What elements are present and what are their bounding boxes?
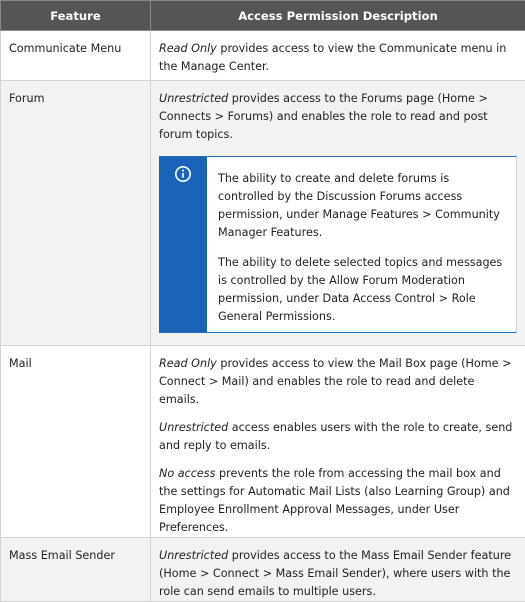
- note-paragraph: The ability to create and delete forums is controlled by the Discussion Forums access permission, under Manage Features > Community Manager Features.: [218, 170, 508, 242]
- description-text: provides access to view the Mail Box page (Home > Connect > Mail) and enables the role to read and delete emails.: [159, 357, 512, 406]
- info-note: [159, 156, 517, 333]
- table-row: [1, 31, 525, 81]
- access-level: Unrestricted: [159, 92, 228, 105]
- description-column-header: Access Permission Description: [151, 1, 525, 31]
- note-paragraph: The ability to delete selected topics and messages is controlled by the Allow Forum Moderation permission, under Data Access Control > Role General Permissions.: [218, 254, 508, 326]
- description-paragraph: [159, 355, 517, 409]
- description-paragraph: [159, 465, 517, 537]
- feature-cell: Mail: [1, 346, 151, 538]
- info-icon: [174, 165, 192, 183]
- feature-cell: Mass Email Sender: [1, 538, 151, 602]
- note-accent-bar: [159, 157, 207, 332]
- description-paragraph: [159, 40, 517, 76]
- description-paragraph: [159, 419, 517, 455]
- feature-cell: Forum: [1, 81, 151, 346]
- access-level: Unrestricted: [159, 421, 228, 434]
- access-level: Read Only: [159, 42, 217, 55]
- table-row: [1, 538, 525, 602]
- description-text: provides access to the Mass Email Sender feature (Home > Connect > Mass Email Sender), where users with the role can send emails to multiple users.: [159, 549, 511, 598]
- access-level: No access: [159, 467, 215, 480]
- description-text: provides access to the Forums page (Home > Connects > Forums) and enables the role to read and post forum topics.: [159, 92, 488, 141]
- description-cell: [151, 31, 525, 81]
- feature-column-header: Feature: [1, 1, 151, 31]
- description-paragraph: [159, 547, 517, 601]
- description-text: prevents the role from accessing the mail box and the settings for Automatic Mail Lists (also Learning Group) and Employee Enrollment Approval Messages, under User Preferences.: [159, 467, 510, 534]
- description-text: provides access to view the Communicate menu in the Manage Center.: [159, 42, 506, 73]
- note-body: [207, 157, 516, 332]
- access-level: Unrestricted: [159, 549, 228, 562]
- description-cell: [151, 346, 525, 538]
- description-cell: [151, 81, 525, 346]
- description-text: access enables users with the role to create, send and reply to emails.: [159, 421, 512, 452]
- table-row: [1, 81, 525, 346]
- table-row: [1, 346, 525, 538]
- table-header-row: [1, 1, 525, 31]
- feature-cell: Communicate Menu: [1, 31, 151, 81]
- description-cell: [151, 538, 525, 602]
- description-paragraph: [159, 90, 517, 144]
- access-level: Read Only: [159, 357, 217, 370]
